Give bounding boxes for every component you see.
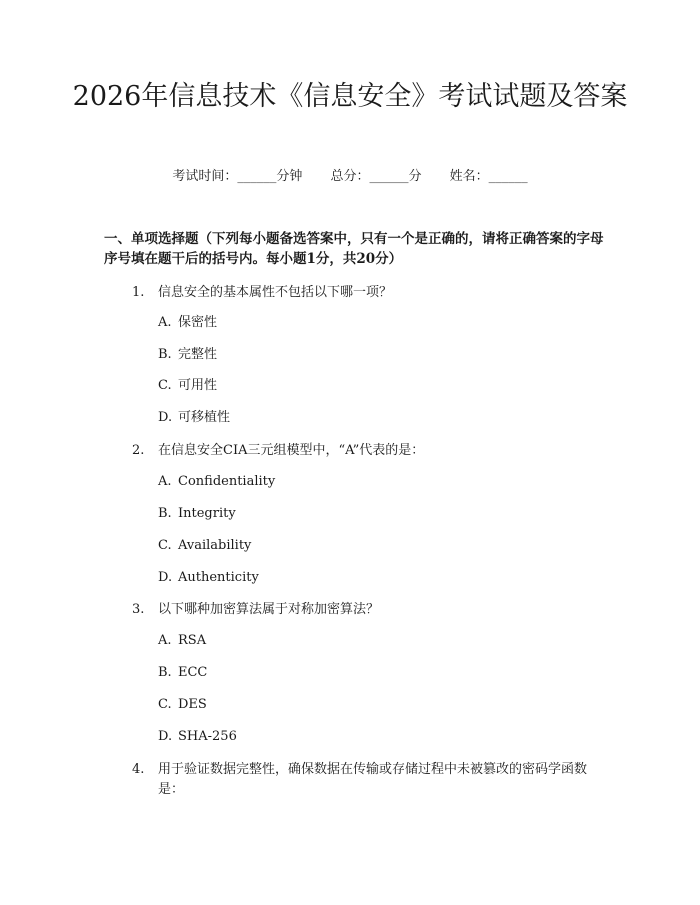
option-letter: C. <box>158 378 172 393</box>
option-text: RSA <box>178 633 207 648</box>
question-text: 以下哪种加密算法属于对称加密算法？ <box>158 602 380 617</box>
section-heading: 一、单项选择题（下列每小题备选答案中，只有一个是正确的，请将正确答案的字母序号填在题干后的括号内。每小题1分，共20分） <box>104 231 604 267</box>
document-title: 2026年信息技术《信息安全》考试试题及答案 <box>72 81 628 112</box>
question-number: 1. <box>132 285 145 300</box>
question-text: 信息安全的基本属性不包括以下哪一项？ <box>158 285 393 300</box>
option-text: 保密性 <box>178 315 218 330</box>
total-score-label: 总分：______分 <box>330 169 422 184</box>
option-letter: D. <box>158 570 173 585</box>
option-letter: C. <box>158 538 172 553</box>
option-2c <box>158 537 251 555</box>
option-text: ECC <box>178 665 208 680</box>
option-3c <box>158 696 207 714</box>
option-1c <box>158 377 217 395</box>
name-label: 姓名：______ <box>449 169 528 184</box>
question-4 <box>132 760 612 800</box>
option-2a <box>158 473 275 491</box>
question-3 <box>132 600 612 620</box>
question-text: 在信息安全CIA三元组模型中，“A”代表的是： <box>158 443 425 458</box>
option-1d <box>158 409 230 427</box>
option-2d <box>158 569 259 587</box>
option-letter: B. <box>158 506 172 521</box>
option-letter: C. <box>158 697 172 712</box>
option-text: Authenticity <box>178 570 259 585</box>
option-text: Integrity <box>178 506 236 521</box>
option-letter: D. <box>158 410 173 425</box>
option-1a <box>158 314 217 332</box>
option-text: 可用性 <box>178 378 218 393</box>
option-2b <box>158 505 236 523</box>
option-letter: A. <box>158 633 172 648</box>
question-number: 2. <box>132 443 145 458</box>
question-number: 4. <box>132 762 145 777</box>
option-text: Availability <box>178 538 252 553</box>
question-text: 用于验证数据完整性，确保数据在传输或存储过程中未被篡改的密码学函数是： <box>158 762 588 797</box>
option-text: SHA-256 <box>178 729 237 744</box>
option-letter: A. <box>158 315 172 330</box>
option-1b <box>158 346 217 364</box>
question-2 <box>132 441 612 461</box>
question-number: 3. <box>132 602 145 617</box>
question-1 <box>132 283 612 303</box>
option-3a <box>158 632 206 650</box>
exam-meta <box>0 168 700 186</box>
option-text: Confidentiality <box>178 474 276 489</box>
option-text: 完整性 <box>178 347 218 362</box>
option-text: DES <box>178 697 207 712</box>
exam-time-label: 考试时间：______分钟 <box>172 169 303 184</box>
option-3d <box>158 728 237 746</box>
option-3b <box>158 664 207 682</box>
option-text: 可移植性 <box>178 410 231 425</box>
option-letter: B. <box>158 665 172 680</box>
option-letter: A. <box>158 474 172 489</box>
option-letter: B. <box>158 347 172 362</box>
option-letter: D. <box>158 729 173 744</box>
